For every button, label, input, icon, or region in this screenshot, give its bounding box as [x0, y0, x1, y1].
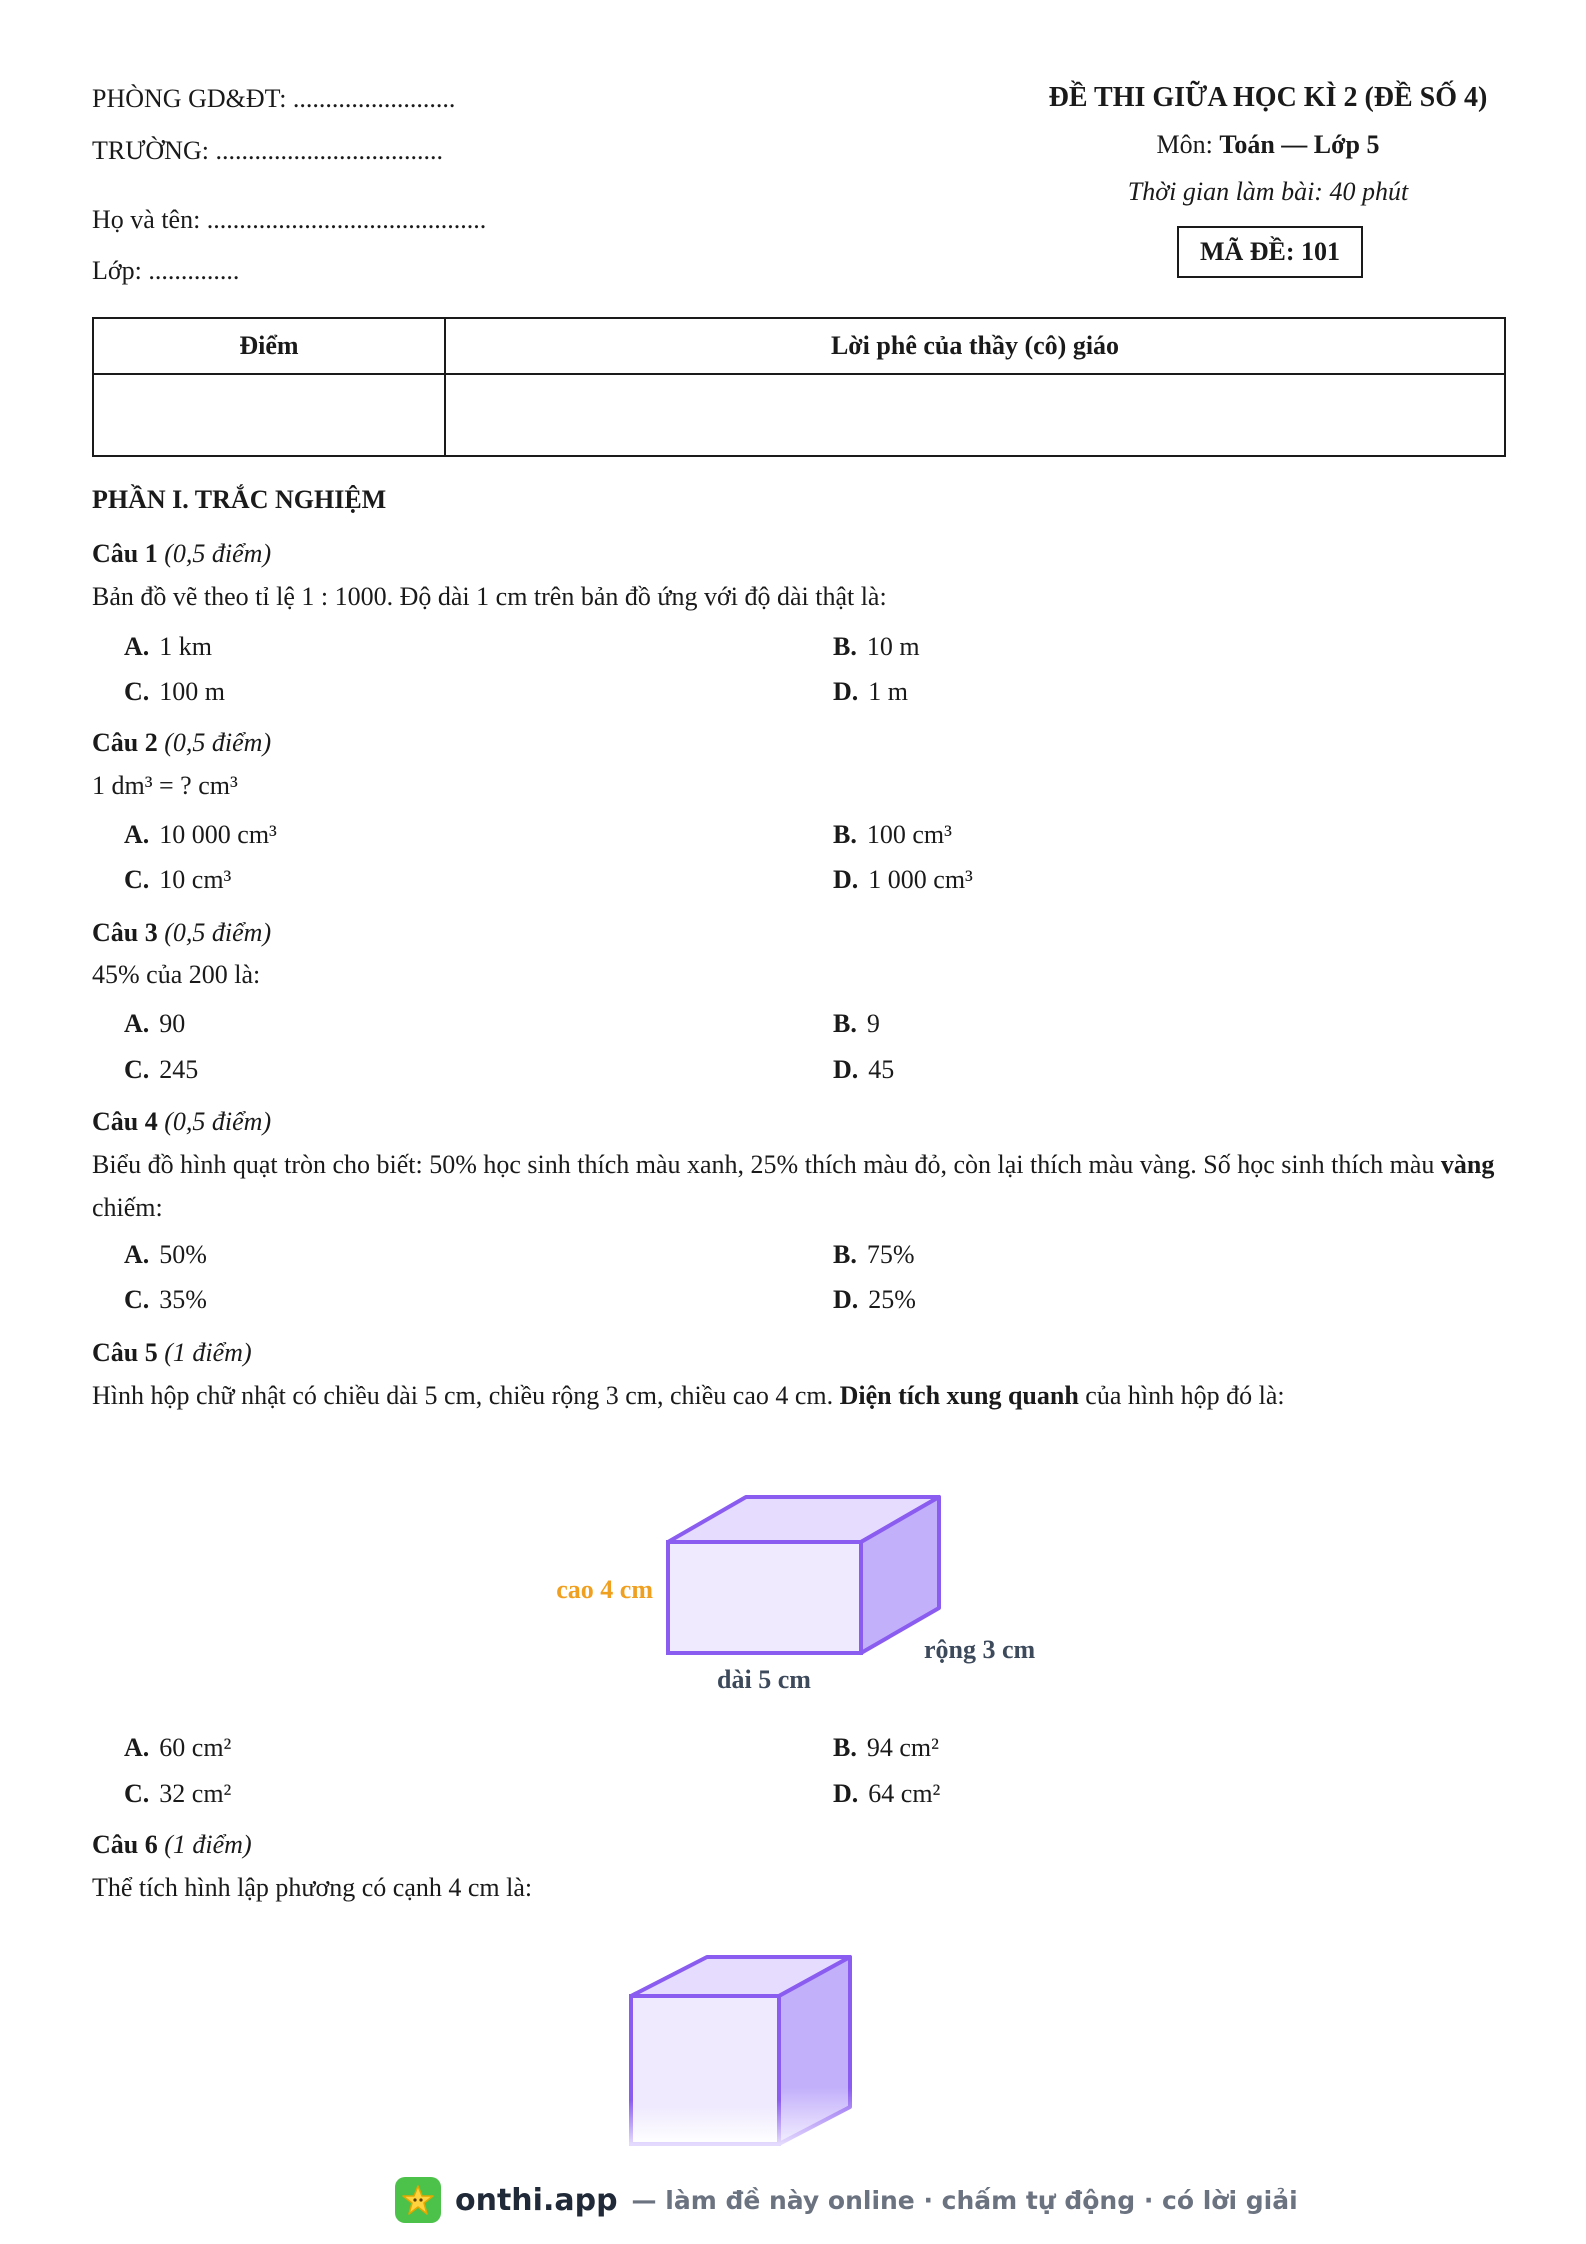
question-points: (1 điểm) — [164, 1830, 252, 1859]
cuboid-length-label: dài 5 cm — [717, 1665, 811, 1694]
q3-option-a: A. 90 — [124, 1009, 186, 1038]
time-limit: Thời gian làm bài: 40 phút — [1127, 177, 1409, 206]
q5-option-b: B. 94 cm² — [833, 1733, 939, 1762]
question-label: Câu 6 — [92, 1830, 158, 1859]
q1-option-c: C. 100 m — [124, 677, 226, 706]
q5-option-a: A. 60 cm² — [124, 1733, 232, 1762]
cuboid-figure — [556, 1497, 1035, 1694]
subject-value: Toán — Lớp 5 — [1219, 130, 1380, 159]
q3-option-c: C. 245 — [124, 1055, 199, 1084]
onthi-logo — [395, 2177, 441, 2223]
question-label: Câu 3 — [92, 918, 158, 947]
ho-ten-field: Họ và tên: ........................................... — [92, 205, 487, 234]
question-6-title — [92, 1830, 252, 1860]
question-points: (0,5 điểm) — [164, 539, 272, 568]
cuboid-height-label: cao 4 cm — [556, 1575, 653, 1604]
footer-banner[interactable] — [395, 2176, 1298, 2224]
question-1-text: Bản đồ vẽ theo tỉ lệ 1 : 1000. Độ dài 1 cm trên bản đồ ứng với độ dài thật là: — [92, 582, 887, 611]
question-label: Câu 1 — [92, 539, 158, 568]
cuboid-width-label: rộng 3 cm — [924, 1635, 1036, 1664]
question-5-text: Hình hộp chữ nhật có chiều dài 5 cm, chiều rộng 3 cm, chiều cao 4 cm. Diện tích xung quanh của hình hộp đó là: — [92, 1381, 1285, 1410]
question-points: (0,5 điểm) — [164, 1107, 272, 1136]
subject-label: Môn: — [1156, 130, 1213, 159]
cube-front-face — [631, 1996, 779, 2144]
brand-name[interactable]: onthi.app — [455, 2182, 618, 2218]
q2-option-c: C. 10 cm³ — [124, 865, 232, 894]
q4-option-a: A. 50% — [124, 1240, 207, 1269]
footer-tagline: — làm đề này online · chấm tự động · có lời giải — [631, 2185, 1298, 2215]
cube-figure — [631, 1957, 850, 2144]
question-points: (0,5 điểm) — [164, 918, 272, 947]
q1-option-d: D. 1 m — [833, 677, 909, 706]
q3-option-b: B. 9 — [833, 1009, 880, 1038]
star-icon — [401, 2183, 435, 2217]
teacher-comment-header: Lời phê của thầy (cô) giáo — [445, 318, 1505, 374]
q1-option-b: B. 10 m — [833, 632, 920, 661]
question-2-text: 1 dm³ = ? cm³ — [92, 771, 238, 800]
cuboid-front-face — [668, 1542, 861, 1653]
exam-code-box: MÃ ĐỀ: 101 — [1177, 226, 1363, 278]
truong-field: TRƯỜNG: ................................... — [92, 136, 443, 165]
lop-field: Lớp: .............. — [92, 256, 240, 285]
question-3-text: 45% của 200 là: — [92, 960, 261, 989]
question-label: Câu 4 — [92, 1107, 158, 1136]
q2-option-b: B. 100 cm³ — [833, 820, 952, 849]
phong-gd-field: PHÒNG GD&ĐT: ......................... — [92, 84, 456, 113]
exam-title: ĐỀ THI GIỮA HỌC KÌ 2 (ĐỀ SỐ 4) — [1048, 82, 1488, 113]
q5-option-c: C. 32 cm² — [124, 1779, 232, 1808]
question-points: (1 điểm) — [164, 1338, 252, 1367]
q4-option-d: D. 25% — [833, 1285, 916, 1314]
section-title: PHẦN I. TRẮC NGHIỆM — [92, 485, 387, 514]
score-header: Điểm — [93, 318, 445, 374]
q2-option-d: D. 1 000 cm³ — [833, 865, 973, 894]
question-label: Câu 5 — [92, 1338, 158, 1367]
q3-option-d: D. 45 — [833, 1055, 895, 1084]
question-points: (0,5 điểm) — [164, 728, 272, 757]
q5-option-d: D. 64 cm² — [833, 1779, 941, 1808]
q1-option-a: A. 1 km — [124, 632, 213, 661]
q4-option-b: B. 75% — [833, 1240, 915, 1269]
q4-option-c: C. 35% — [124, 1285, 207, 1314]
question-4-text: Biểu đồ hình quạt tròn cho biết: 50% học sinh thích màu xanh, 25% thích màu đỏ, còn lại thích màu vàng. Số học sinh thích màu vàng chiếm: — [92, 1150, 1495, 1222]
q2-option-a: A. 10 000 cm³ — [124, 820, 277, 849]
question-6-text: Thể tích hình lập phương có cạnh 4 cm là: — [92, 1873, 533, 1902]
question-label: Câu 2 — [92, 728, 158, 757]
